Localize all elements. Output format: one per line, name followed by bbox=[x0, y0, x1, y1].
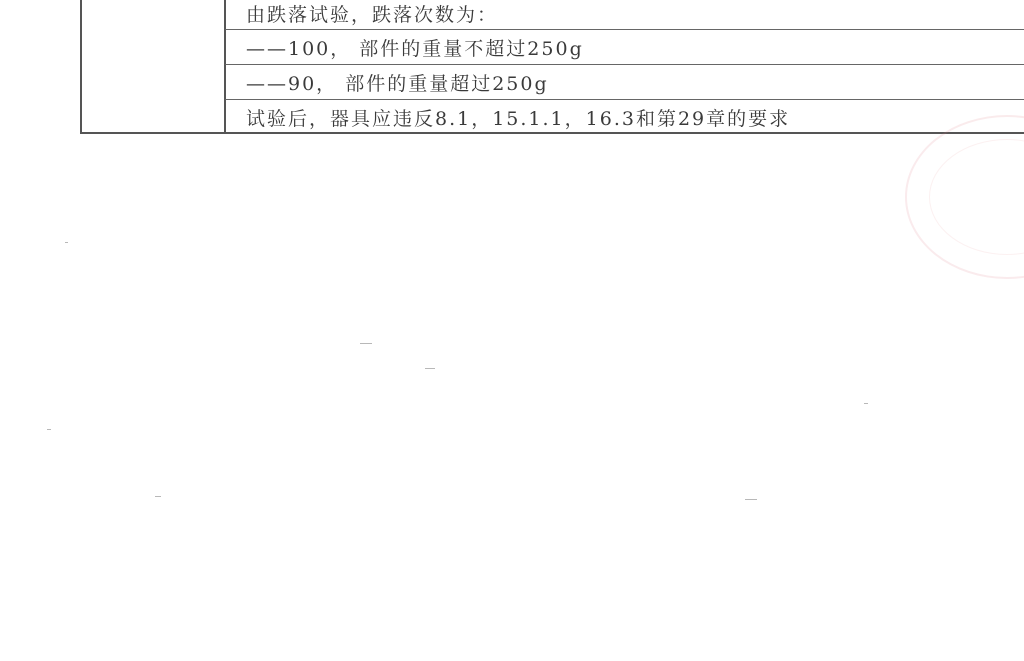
test-table bbox=[80, 0, 1024, 134]
drop-count-100-text: ——100， 部件的重量不超过250g bbox=[246, 38, 584, 60]
drop-count-intro-text: 由跌落试验，跌落次数为： bbox=[246, 4, 499, 26]
scan-speck bbox=[425, 368, 435, 369]
table-row bbox=[224, 100, 1024, 134]
drop-count-90-text: ——90， 部件的重量超过250g bbox=[246, 73, 549, 95]
scan-speck bbox=[360, 343, 372, 344]
scan-speck bbox=[745, 499, 757, 500]
scan-speck bbox=[65, 242, 68, 243]
table-row bbox=[224, 30, 1024, 65]
table-row bbox=[224, 65, 1024, 100]
red-seal-stamp bbox=[905, 115, 1024, 279]
scan-speck bbox=[864, 403, 868, 404]
table-row bbox=[224, 0, 1024, 30]
table-left-column-cell bbox=[80, 0, 226, 134]
scan-speck bbox=[47, 429, 51, 430]
scan-speck bbox=[155, 496, 161, 497]
after-test-requirement-text: 试验后，器具应违反8.1，15.1.1，16.3和第29章的要求 bbox=[246, 108, 791, 130]
